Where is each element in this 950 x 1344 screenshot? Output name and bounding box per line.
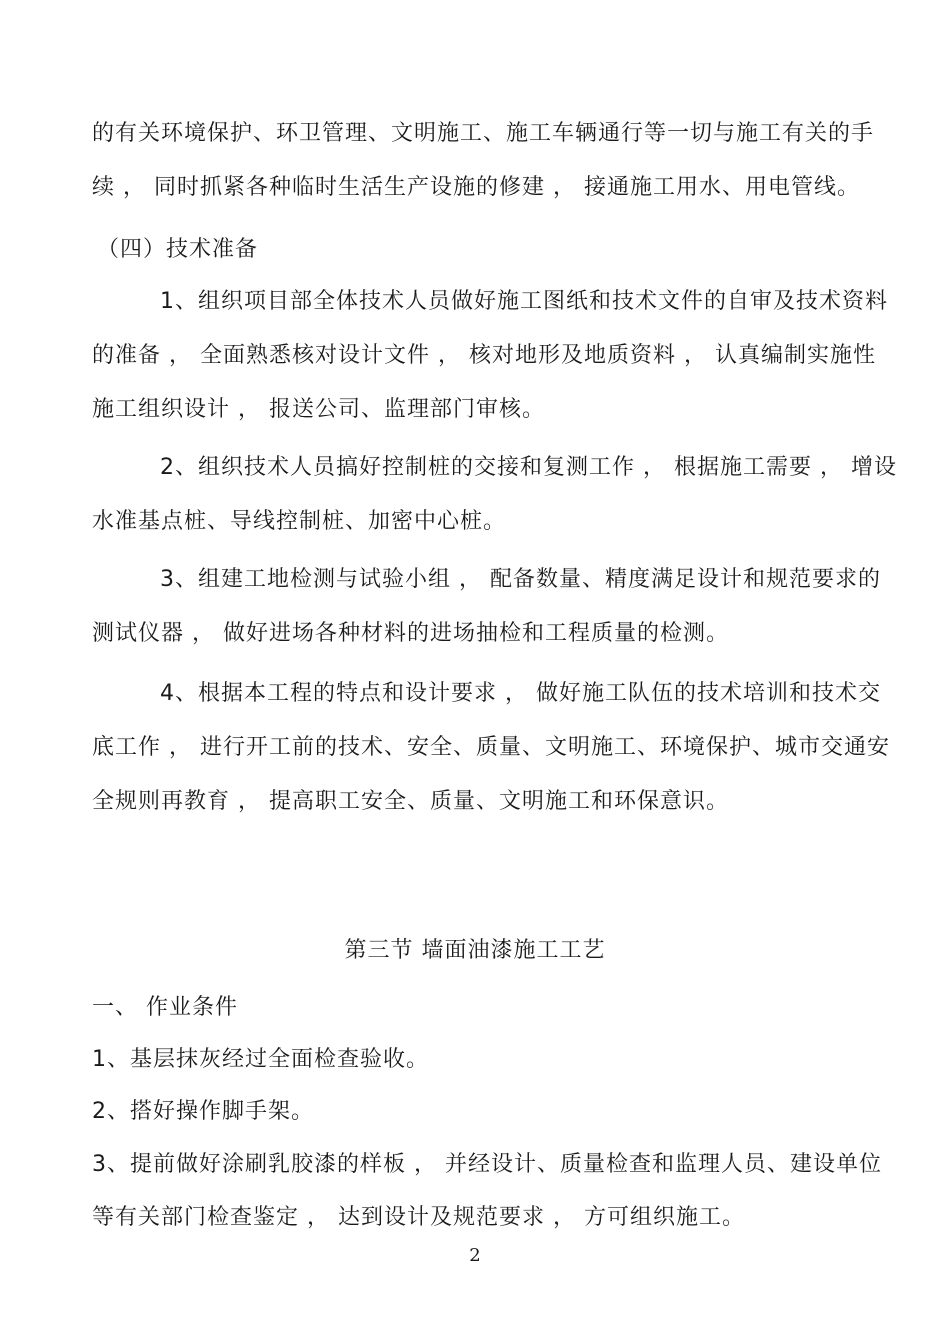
page-number: 2 [469,1245,481,1266]
paragraph-line: 施工组织设计 ， 报送公司、监理部门审核。 [92,397,545,422]
section-title: 第三节 墙面油漆施工工艺 [344,938,606,963]
list-item: 3、提前做好涂刷乳胶漆的样板 ， 并经设计、质量检查和监理人员、建设单位 [92,1152,882,1177]
subheading: （四）技术准备 [97,237,259,262]
list-item: 等有关部门检查鉴定 ， 达到设计及规范要求 ， 方可组织施工。 [92,1205,745,1230]
paragraph-line: 的准备 ， 全面熟悉核对设计文件 ， 核对地形及地质资料 ， 认真编制实施性 [92,343,876,368]
list-item: 1、基层抹灰经过全面检查验收。 [92,1047,429,1072]
paragraph-line: 底工作 ， 进行开工前的技术、安全、质量、文明施工、环境保护、城市交通安 [92,735,890,760]
paragraph-line: 1、组织项目部全体技术人员做好施工图纸和技术文件的自审及技术资料 [160,289,888,314]
paragraph-line: 3、组建工地检测与试验小组 ， 配备数量、精度满足设计和规范要求的 [160,567,881,592]
section-heading: 一、 作业条件 [92,995,238,1020]
paragraph-line: 续 ， 同时抓紧各种临时生活生产设施的修建 ， 接通施工用水、用电管线。 [92,175,860,200]
list-item: 2、搭好操作脚手架。 [92,1099,314,1124]
paragraph-line: 4、根据本工程的特点和设计要求 ， 做好施工队伍的技术培训和技术交 [160,681,881,706]
paragraph-line: 的有关环境保护、环卫管理、文明施工、施工车辆通行等一切与施工有关的手 [92,121,875,146]
paragraph-line: 测试仪器 ， 做好进场各种材料的进场抽检和工程质量的检测。 [92,621,729,646]
paragraph-line: 全规则再教育 ， 提高职工安全、质量、文明施工和环保意识。 [92,789,729,814]
paragraph-line: 水准基点桩、导线控制桩、加密中心桩。 [92,509,507,534]
paragraph-line: 2、组织技术人员搞好控制桩的交接和复测工作 ， 根据施工需要 ， 增设 [160,455,897,480]
